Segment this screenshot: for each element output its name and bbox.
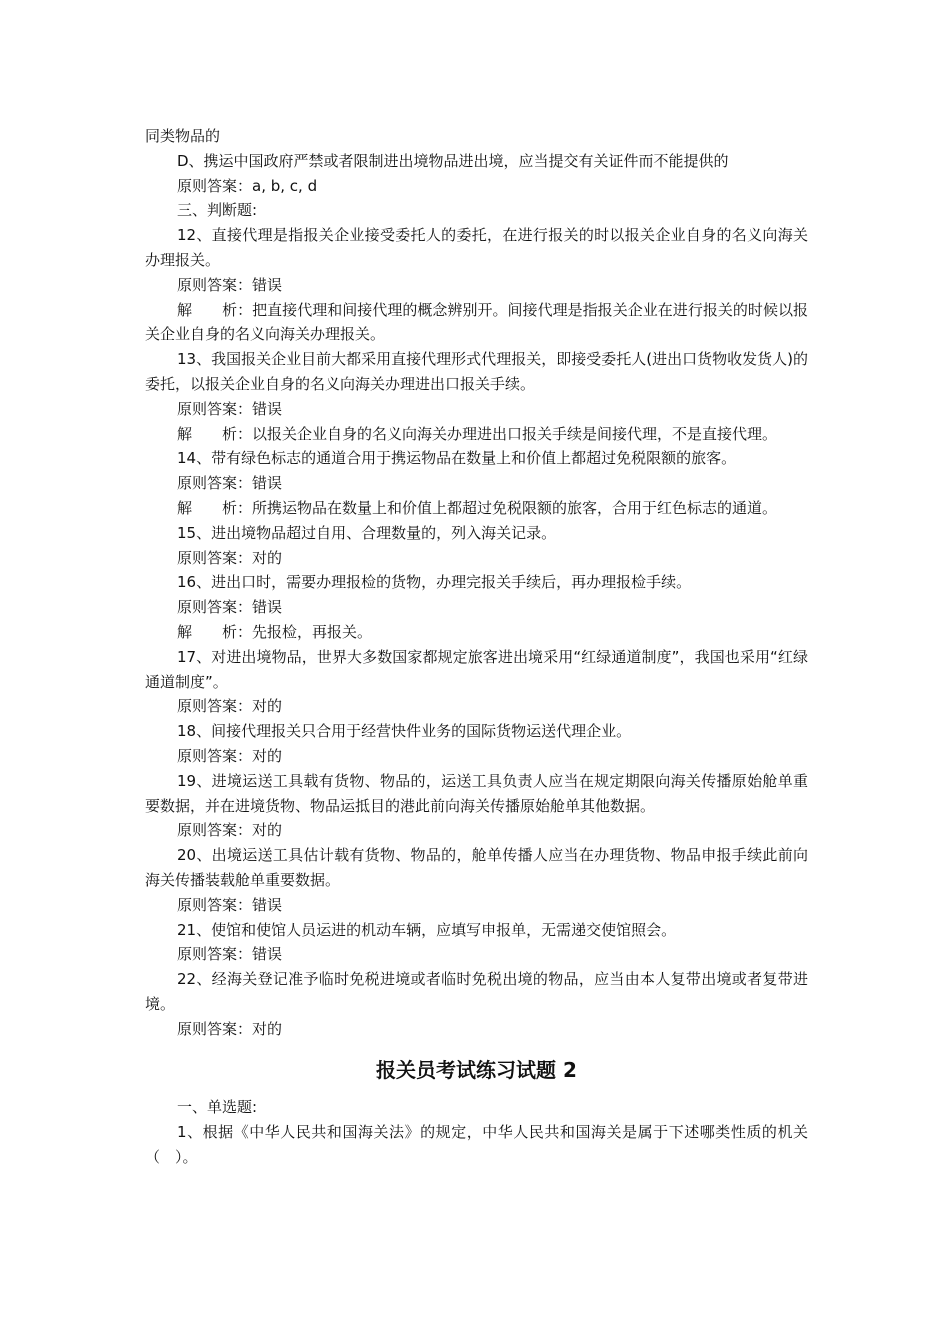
paragraph: 17、对进出境物品，世界大多数国家都规定旅客进出境采用“红绿通道制度”，我国也采用“红绿通道制度”。 xyxy=(145,647,808,691)
paragraph: 解 析：所携运物品在数量上和价值上都超过免税限额的旅客，合用于红色标志的通道。 xyxy=(177,498,778,517)
paragraph: 12、直接代理是指报关企业接受委托人的委托，在进行报关的时以报关企业自身的名义向海关办理报关。 xyxy=(145,226,808,269)
paragraph: 原则答案：错误 xyxy=(177,275,283,294)
paragraph: 15、进出境物品超过自用、合理数量的，列入海关记录。 xyxy=(177,523,557,542)
paragraph: 同类物品的 xyxy=(145,127,221,145)
paragraph: 18、间接代理报关只合用于经营快件业务的国际货物运送代理企业。 xyxy=(177,722,632,741)
paragraph: 原则答案：对的 xyxy=(177,1019,283,1038)
paragraph: 原则答案：对的 xyxy=(177,697,283,716)
paragraph: 原则答案：错误 xyxy=(177,895,283,914)
paragraph: 13、我国报关企业目前大都采用直接代理形式代理报关，即接受委托人(进出口货物收发货人)的委托，以报关企业自身的名义向海关办理进出口报关手续。 xyxy=(145,350,808,393)
paragraph: 解 析：先报检，再报关。 xyxy=(177,622,373,641)
paragraph: 原则答案：错误 xyxy=(177,945,283,964)
paragraph: 三、判断题: xyxy=(177,201,258,220)
paragraph: 解 析：以报关企业自身的名义向海关办理进出口报关手续是间接代理，不是直接代理。 xyxy=(177,424,778,443)
document-body xyxy=(145,124,808,1041)
paragraph: 原则答案：错误 xyxy=(177,598,283,617)
paragraph: 原则答案：对的 xyxy=(177,746,283,765)
paragraph: 1、根据《中华人民共和国海关法》的规定，中华人民共和国海关是属于下述哪类性质的机关（ ）。 xyxy=(145,1123,808,1167)
paragraph: 21、使馆和使馆人员运进的机动车辆，应填写申报单，无需递交使馆照会。 xyxy=(177,920,677,939)
paragraph: 14、带有绿色标志的通道合用于携运物品在数量上和价值上都超过免税限额的旅客。 xyxy=(177,449,737,468)
paragraph: 原则答案：对的 xyxy=(177,548,283,567)
paragraph: 16、进出口时，需要办理报检的货物，办理完报关手续后，再办理报检手续。 xyxy=(177,573,692,592)
paragraph: 原则答案：对的 xyxy=(177,821,283,840)
paragraph: 20、出境运送工具估计载有货物、物品的，舱单传播人应当在办理货物、物品申报手续此前向海关传播装载舱单重要数据。 xyxy=(145,846,808,889)
paragraph: 原则答案：错误 xyxy=(177,399,283,418)
section-heading: 报关员考试练习试题 2 xyxy=(376,1058,577,1083)
paragraph: 原则答案：错误 xyxy=(177,474,283,493)
paragraph: D、携运中国政府严禁或者限制进出境物品进出境，应当提交有关证件而不能提供的 xyxy=(177,151,729,170)
document-body-continued xyxy=(145,1095,808,1169)
paragraph: 一、单选题: xyxy=(177,1098,258,1117)
paragraph: 解 析：把直接代理和间接代理的概念辨别开。间接代理是指报关企业在进行报关的时候以报关企业自身的名义向海关办理报关。 xyxy=(145,300,808,344)
paragraph: 19、进境运送工具载有货物、物品的，运送工具负责人应当在规定期限向海关传播原始舱单重要数据，并在进境货物、物品运抵目的港此前向海关传播原始舱单其他数据。 xyxy=(145,771,808,815)
paragraph: 22、经海关登记准予临时免税进境或者临时免税出境的物品，应当由本人复带出境或者复带进境。 xyxy=(145,970,808,1013)
paragraph: 原则答案：a, b, c, d xyxy=(177,176,318,195)
